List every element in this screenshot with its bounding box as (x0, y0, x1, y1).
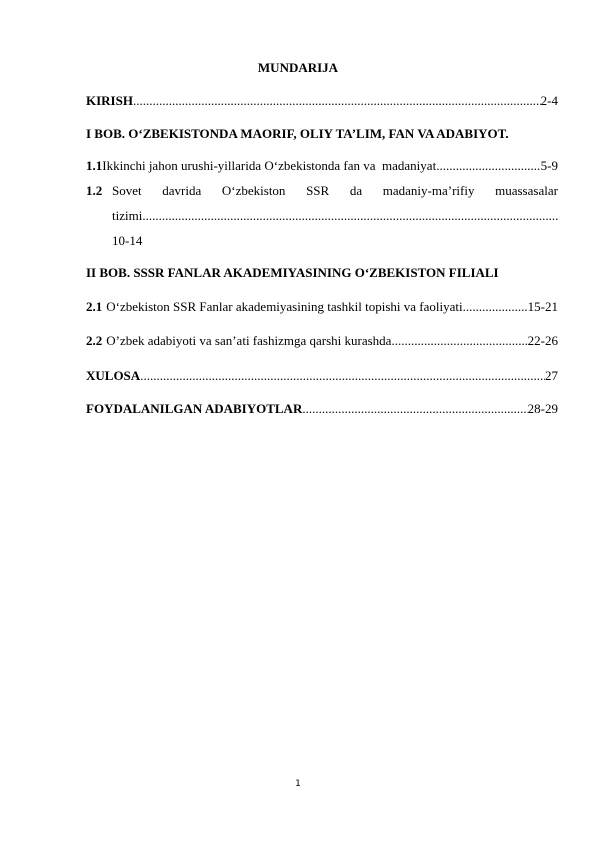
page-title: MUNDARIJA (257, 60, 339, 75)
toc-label: FOYDALANILGAN ADABIYOTLAR (86, 401, 303, 416)
toc-label: tizimi (112, 208, 143, 223)
toc-word: da (349, 183, 363, 198)
toc-leader-dots (463, 299, 528, 315)
toc-label: O’zbek adabiyoti va san’ati fashizmga qarshi kurashda (106, 333, 392, 348)
toc-section-1-2-number: 1.2 (86, 183, 103, 198)
toc-section-number: 2.1 (86, 299, 103, 314)
toc-leader-dots (391, 333, 527, 349)
toc-section-1-1[interactable] (86, 158, 558, 174)
toc-page-range: 5-9 (540, 158, 558, 173)
toc-entry-xulosa[interactable] (86, 368, 558, 384)
toc-entry-references[interactable] (86, 401, 558, 417)
toc-leader-dots (302, 401, 527, 417)
toc-word: davrida (162, 183, 202, 198)
toc-section-2-1[interactable] (86, 299, 558, 315)
toc-entry-kirish[interactable] (86, 93, 558, 109)
toc-section-2-2[interactable] (86, 333, 558, 349)
toc-word: SSR (306, 183, 330, 198)
toc-label: O‘zbekiston SSR Fanlar akademiyasining tashkil topishi va faoliyati (106, 299, 463, 314)
toc-label: Ikkinchi jahon urushi-yillarida O‘zbekistonda fan va madaniyat (102, 158, 437, 173)
page-number: 1 (295, 779, 301, 789)
toc-leader-dots (133, 93, 541, 109)
toc-word: madaniy-ma’rifiy (382, 183, 475, 198)
toc-section-1-2-line2[interactable] (112, 208, 558, 224)
toc-page-range: 27 (545, 368, 558, 383)
toc-chapter-2[interactable] (86, 265, 558, 281)
toc-leader-dots (142, 208, 558, 224)
toc-word: O‘zbekiston (221, 183, 286, 198)
toc-label: II BOB. SSSR FANLAR AKADEMIYASINING O‘ZBEKISTON FILIALI (86, 265, 499, 280)
toc-section-number: 2.2 (86, 333, 103, 348)
toc-leader-dots (436, 158, 540, 174)
toc-page-range: 22-26 (527, 333, 558, 348)
toc-word: Sovet (112, 183, 142, 198)
toc-section-number: 1.1 (86, 158, 103, 173)
toc-label: KIRISH (86, 93, 133, 108)
toc-label: I BOB. O‘ZBEKISTONDA MAORIF, OLIY TA’LIM, FAN VA ADABIYOT. (86, 126, 509, 141)
toc-page-range: 28-29 (527, 401, 558, 416)
toc-page-range: 15-21 (527, 299, 558, 314)
toc-word: muassasalar (495, 183, 558, 198)
toc-page-range: 2-4 (540, 93, 558, 108)
toc-section-1-2-line1[interactable] (112, 183, 558, 199)
toc-leader-dots (140, 368, 545, 384)
toc-label: XULOSA (86, 368, 141, 383)
toc-chapter-1[interactable] (86, 126, 558, 142)
toc-page-range: 10-14 (112, 233, 143, 248)
